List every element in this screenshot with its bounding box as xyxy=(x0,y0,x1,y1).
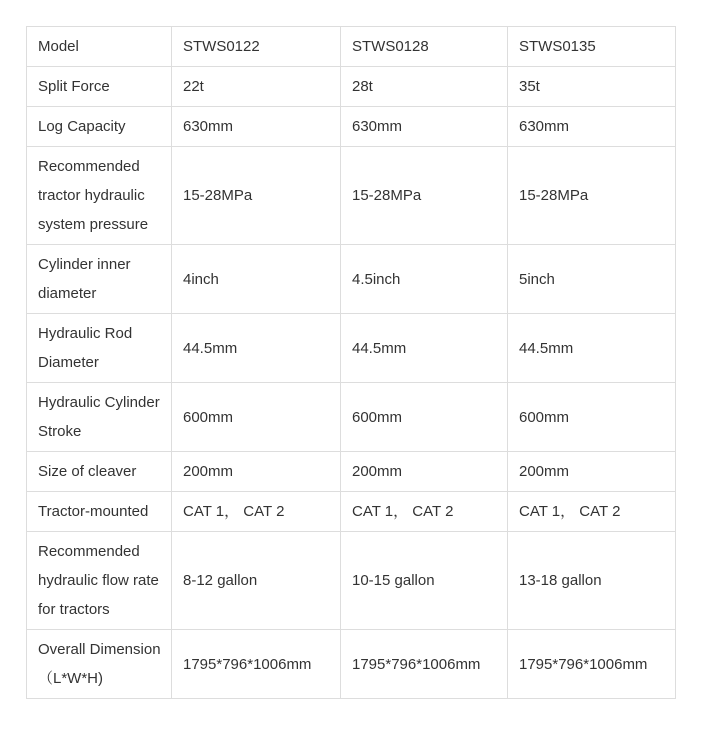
cell-split-force-3: 35t xyxy=(508,67,676,107)
row-label: Hydraulic Rod Diameter xyxy=(27,314,172,383)
cell-cylinder-stroke-1: 600mm xyxy=(172,383,341,452)
cell-cylinder-diameter-1: 4inch xyxy=(172,245,341,314)
cell-system-pressure-3: 15-28MPa xyxy=(508,147,676,245)
cell-rod-diameter-3: 44.5mm xyxy=(508,314,676,383)
cell-rod-diameter-1: 44.5mm xyxy=(172,314,341,383)
table-row-cylinder-inner-diameter xyxy=(27,245,676,314)
row-label: Model xyxy=(27,27,172,67)
cell-model-1: STWS0122 xyxy=(172,27,341,67)
cell-cylinder-stroke-3: 600mm xyxy=(508,383,676,452)
table-row-flow-rate xyxy=(27,532,676,630)
row-label: Split Force xyxy=(27,67,172,107)
cell-flow-rate-2: 10-15 gallon xyxy=(341,532,508,630)
cell-system-pressure-1: 15-28MPa xyxy=(172,147,341,245)
cell-log-capacity-2: 630mm xyxy=(341,107,508,147)
cell-cleaver-size-3: 200mm xyxy=(508,452,676,492)
cell-split-force-2: 28t xyxy=(341,67,508,107)
cell-tractor-mounted-1: CAT 1， CAT 2 xyxy=(172,492,341,532)
table-row-tractor-mounted xyxy=(27,492,676,532)
table-row-split-force xyxy=(27,67,676,107)
cell-tractor-mounted-2: CAT 1， CAT 2 xyxy=(341,492,508,532)
cell-rod-diameter-2: 44.5mm xyxy=(341,314,508,383)
row-label: Log Capacity xyxy=(27,107,172,147)
cell-overall-dimension-1: 1795*796*1006mm xyxy=(172,630,341,699)
cell-cleaver-size-2: 200mm xyxy=(341,452,508,492)
cell-log-capacity-1: 630mm xyxy=(172,107,341,147)
cell-split-force-1: 22t xyxy=(172,67,341,107)
cell-cylinder-diameter-2: 4.5inch xyxy=(341,245,508,314)
table-row-overall-dimension xyxy=(27,630,676,699)
row-label: Cylinder inner diameter xyxy=(27,245,172,314)
cell-log-capacity-3: 630mm xyxy=(508,107,676,147)
row-label: Hydraulic Cylinder Stroke xyxy=(27,383,172,452)
cell-model-2: STWS0128 xyxy=(341,27,508,67)
table-row-system-pressure xyxy=(27,147,676,245)
cell-cleaver-size-1: 200mm xyxy=(172,452,341,492)
cell-cylinder-diameter-3: 5inch xyxy=(508,245,676,314)
cell-overall-dimension-3: 1795*796*1006mm xyxy=(508,630,676,699)
row-label: Recommended tractor hydraulic system pressure xyxy=(27,147,172,245)
table-row-cylinder-stroke xyxy=(27,383,676,452)
table-row-model xyxy=(27,27,676,67)
cell-overall-dimension-2: 1795*796*1006mm xyxy=(341,630,508,699)
row-label: Size of cleaver xyxy=(27,452,172,492)
row-label: Overall Dimension （L*W*H) xyxy=(27,630,172,699)
cell-tractor-mounted-3: CAT 1， CAT 2 xyxy=(508,492,676,532)
cell-system-pressure-2: 15-28MPa xyxy=(341,147,508,245)
cell-flow-rate-1: 8-12 gallon xyxy=(172,532,341,630)
table-row-log-capacity xyxy=(27,107,676,147)
cell-cylinder-stroke-2: 600mm xyxy=(341,383,508,452)
table-row-rod-diameter xyxy=(27,314,676,383)
spec-table xyxy=(26,26,676,699)
row-label: Recommended hydraulic flow rate for tractors xyxy=(27,532,172,630)
table-row-cleaver-size xyxy=(27,452,676,492)
cell-model-3: STWS0135 xyxy=(508,27,676,67)
row-label: Tractor-mounted xyxy=(27,492,172,532)
cell-flow-rate-3: 13-18 gallon xyxy=(508,532,676,630)
